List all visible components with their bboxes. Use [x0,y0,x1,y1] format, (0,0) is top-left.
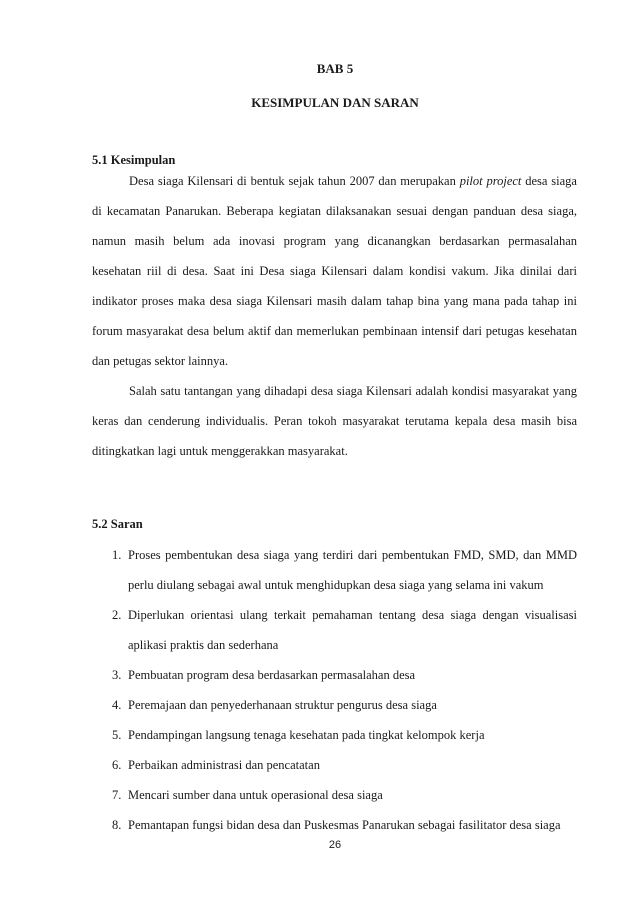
saran-item-number: 6. [112,758,122,772]
saran-item-number: 5. [112,728,122,742]
pilot-project-term: pilot project [459,174,522,188]
chapter-title: KESIMPULAN DAN SARAN [251,95,419,110]
saran-item-text: Peremajaan dan penyederhanaan struktur pengurus desa siaga [128,698,437,712]
saran-item-text: Pembuatan program desa berdasarkan permasalahan desa [128,668,416,682]
saran-item-number: 4. [112,698,122,712]
saran-item-number: 8. [112,818,122,832]
saran-item-number: 1. [112,548,122,562]
saran-item-number: 7. [112,788,122,802]
saran-item-7 [92,780,577,810]
saran-item-text: Mencari sumber dana untuk operasional desa siaga [128,788,383,802]
saran-item-text: Diperlukan orientasi ulang terkait pemahaman tentang desa siaga dengan visualisasi aplikasi praktis dan sederhana [128,608,577,652]
saran-item-3 [92,660,577,690]
kesimpulan-paragraph-2: Salah satu tantangan yang dihadapi desa siaga Kilensari adalah kondisi masyarakat yang keras dan cenderung individualis. Peran tokoh masyarakat terutama kepala desa masih bisa ditingkatkan lagi untuk menggerakkan masyarakat. [92,384,577,458]
saran-item-2 [92,600,577,660]
saran-item-5 [92,720,577,750]
saran-item-6 [92,750,577,780]
saran-list [92,540,577,840]
section-heading-saran: 5.2 Saran [92,517,143,531]
saran-item-8 [92,810,577,840]
kesimpulan-body [92,166,577,466]
saran-item-4 [92,690,577,720]
kesimpulan-paragraph-1 [92,166,577,376]
section-heading-kesimpulan: 5.1 Kesimpulan [92,153,176,167]
saran-item-number: 2. [112,608,122,622]
page-number: 26 [328,839,342,851]
saran-item-text: Perbaikan administrasi dan pencatatan [128,758,320,772]
saran-item-number: 3. [112,668,122,682]
saran-item-text: Pemantapan fungsi bidan desa dan Puskesmas Panarukan sebagai fasilitator desa siaga [128,818,561,832]
saran-item-1 [92,540,577,600]
paragraph-1-text-end: desa siaga di kecamatan Panarukan. Beberapa kegiatan dilaksanakan sesuai dengan panduan desa siaga, namun masih belum ada inovasi program yang dicanangkan berdasarkan permasalahan kesehatan riil di desa. Saat ini Desa siaga Kilensari dalam kondisi vakum. Jika dinilai dari indikator proses maka desa siaga Kilensari masih dalam tahap bina yang mana pada tahap ini forum masyarakat desa belum aktif dan memerlukan pembinaan intensif dari petugas kesehatan dan petugas sektor lainnya. [92,174,577,368]
paragraph-1-text-start: Desa siaga Kilensari di bentuk sejak tahun 2007 dan merupakan [129,174,460,188]
saran-item-text: Proses pembentukan desa siaga yang terdiri dari pembentukan FMD, SMD, dan MMD perlu diulang sebagai awal untuk menghidupkan desa siaga yang selama ini vakum [128,548,577,592]
chapter-number: BAB 5 [316,61,354,76]
saran-item-text: Pendampingan langsung tenaga kesehatan pada tingkat kelompok kerja [128,728,485,742]
